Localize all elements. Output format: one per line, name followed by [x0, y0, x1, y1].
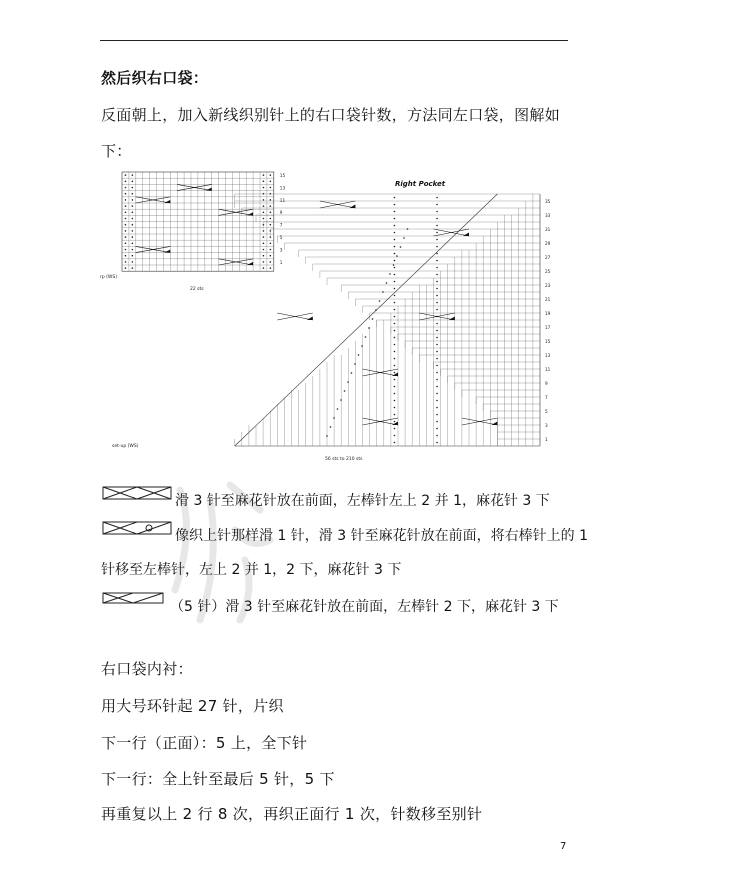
- watermark-graphic: [150, 470, 290, 630]
- small-row-number: 5: [279, 234, 283, 240]
- big-row-number: 9: [545, 381, 548, 387]
- small-row-number: 3: [279, 247, 283, 253]
- section-heading: 然后织右口袋：: [101, 69, 209, 87]
- big-chart-bottom-label: 56 sts to 210 sts: [325, 457, 363, 462]
- big-row-number: 35: [545, 199, 551, 205]
- big-row-number: 25: [545, 269, 551, 275]
- small-row-number: 7: [279, 222, 283, 228]
- big-row-number: 19: [545, 311, 551, 317]
- big-row-number: 17: [545, 325, 551, 331]
- big-row-number: 27: [545, 255, 551, 261]
- small-row-number: 15: [279, 172, 286, 178]
- big-chart-left-label: set-up (WS): [112, 444, 139, 449]
- legend-text-3: （5 针）滑 3 针至麻花针放在前面，左棒针 2 下，麻花针 3 下: [170, 599, 559, 615]
- small-row-number: 13: [279, 185, 286, 191]
- big-row-number: 13: [545, 353, 551, 359]
- small-chart-bottom-label: 22 sts: [190, 287, 204, 292]
- lining-line-4: 再重复以上 2 行 8 次，再织正面行 1 次，针数移至别针: [101, 805, 483, 823]
- legend-text-2b: 针移至左棒针，左上 2 并 1，2 下，麻花针 3 下: [101, 562, 402, 578]
- intro-line-1: 反面朝上，加入新线织别针上的右口袋针数，方法同左口袋，图解如: [101, 106, 561, 124]
- legend-text-2a: 像织上针那样滑 1 针，滑 3 针至麻花针放在前面，将右棒针上的 1: [175, 528, 588, 544]
- small-chart-left-label: rp (WS): [100, 275, 117, 280]
- lining-line-2: 下一行（正面）：5 上，全下针: [101, 734, 308, 752]
- big-row-number: 3: [545, 423, 548, 429]
- small-row-number: 1: [279, 259, 283, 265]
- big-row-number: 29: [545, 241, 551, 247]
- right-pocket-chart: [235, 194, 551, 446]
- big-row-number: 5: [545, 409, 548, 415]
- knitting-charts: [100, 166, 560, 466]
- big-row-number: 23: [545, 283, 551, 289]
- small-row-number: 9: [279, 210, 283, 216]
- big-row-number: 15: [545, 339, 551, 345]
- big-row-number: 1: [545, 437, 548, 443]
- lining-line-3: 下一行：全上针至最后 5 针，5 下: [101, 770, 335, 788]
- big-row-number: 7: [545, 395, 548, 401]
- big-row-number: 11: [545, 367, 551, 373]
- big-row-number: 21: [545, 297, 551, 303]
- legend-text-1: 滑 3 针至麻花针放在前面，左棒针左上 2 并 1，麻花针 3 下: [175, 493, 550, 509]
- header-rule: [100, 40, 568, 41]
- lining-line-1: 用大号环针起 27 针，片织: [101, 697, 284, 715]
- big-row-number: 31: [545, 227, 551, 233]
- page-number: 7: [560, 841, 567, 852]
- small-chart: [122, 172, 285, 271]
- lining-heading: 右口袋内衬：: [101, 660, 193, 678]
- small-row-number: 11: [279, 197, 286, 203]
- right-pocket-title: Right Pocket: [395, 180, 446, 188]
- big-row-number: 33: [545, 213, 551, 219]
- intro-line-2: 下：: [101, 142, 132, 160]
